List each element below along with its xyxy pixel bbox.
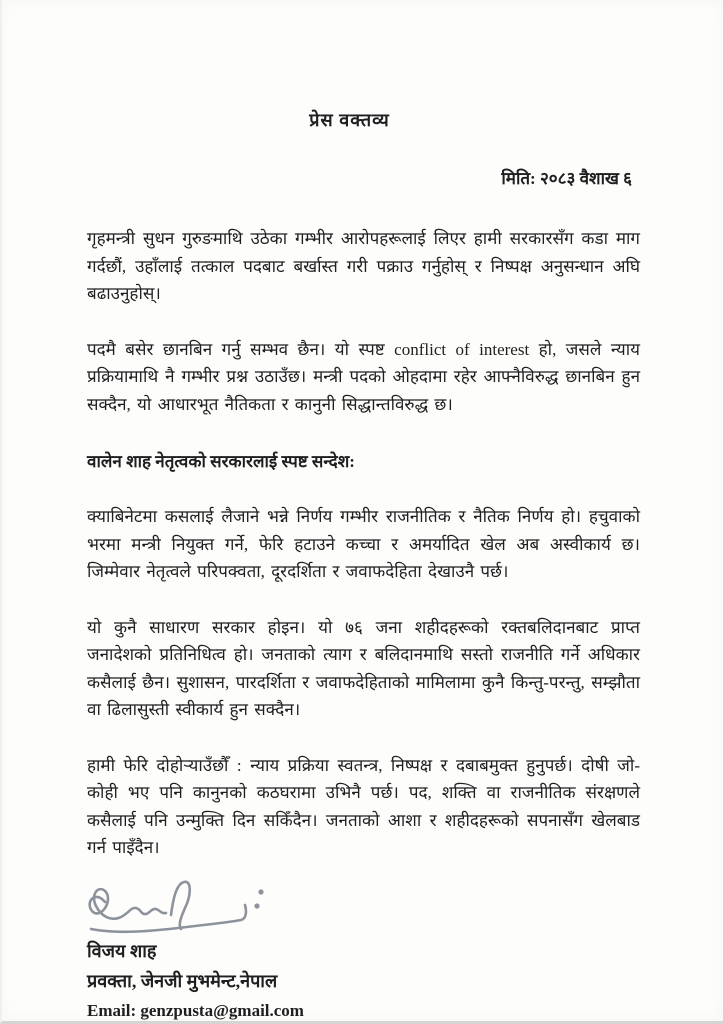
- paragraph-conflict-of-interest: पदमै बसेर छानबिन गर्नु सम्भव छैन। यो स्पष्ट conflict of interest हो, जसले न्याय प्रक्रियामाथि नै गम्भीर प्रश्न उठाउँछ। मन्त्री पदको ओहदामा रहेर आफ्नैविरुद्ध छानबिन हुन सक्दैन, यो आधारभूत नैतिकता र कानुनी सिद्धान्तविरुद्ध छ।: [87, 339, 640, 414]
- signatory-role: प्रवक्ता, जेनजी मुभमेन्ट,नेपाल: [87, 970, 278, 991]
- signatory-name: विजय शाह: [87, 940, 157, 961]
- signature-block: [87, 878, 640, 1024]
- paragraph-martyrs-mandate: यो कुनै साधारण सरकार होइन। यो ७६ जना शहीदहरूको रक्तबलिदानबाट प्राप्त जनादेशको प्रतिनिधित्व हो। जनताको त्याग र बलिदानमाथि सस्तो राजनीति गर्ने अधिकार कसैलाई छैन। सुशासन, पारदर्शिता र जवाफदेहिताको मामिलामा कुनै किन्तु-परन्तु, सम्झौता वा ढिलासुस्ती स्वीकार्य हुन सक्दैन।: [87, 617, 640, 719]
- signatory-email-line: [87, 998, 640, 1024]
- handwritten-signature-image: [83, 878, 303, 936]
- document-date: मिति: २०८३ वैशाख ६: [501, 169, 632, 188]
- paragraph-cabinet-decision: क्याबिनेटमा कसलाई लैजाने भन्ने निर्णय गम्भीर राजनीतिक र नैतिक निर्णय हो। हचुवाको भरमा मन्त्री नियुक्त गर्ने, फेरि हटाउने कच्चा र अमर्यादित खेल अब अस्वीकार्य छ। जिम्मेवार नेतृत्वले परिपक्वता, दूरदर्शिता र जवाफदेहिता देखाउनै पर्छ।: [87, 507, 640, 581]
- section-heading-message-to-government: वालेन शाह नेतृत्वको सरकारलाई स्पष्ट सन्देश:: [87, 452, 355, 471]
- email-label: Email:: [87, 1000, 137, 1020]
- paragraph-reiteration: हामी फेरि दोहोऱ्याउँछौँ : न्याय प्रक्रिया स्वतन्त्र, निष्पक्ष र दबाबमुक्त हुनुपर्छ। दोषी जो-कोही भए पनि कानुनको कठघरामा उभिनै पर्छ। पद, शक्ति वा राजनीतिक संरक्षणले कसैलाई पनि उन्मुक्ति दिन सकिँदैन। जनताको आशा र शहीदहरूको सपनासँग खेलबाड गर्न पाइँदैन।: [87, 755, 640, 857]
- document-title: प्रेस वक्तव्य: [309, 110, 390, 130]
- paragraph-demand: गृहमन्त्री सुधन गुरुङमाथि उठेका गम्भीर आरोपहरूलाई लिएर हामी सरकारसँग कडा माग गर्दछौं, उहाँलाई तत्काल पदबाट बर्खास्त गरी पक्राउ गर्नुहोस् र निष्पक्ष अनुसन्धान अघि बढाउनुहोस्।: [87, 229, 640, 303]
- email-address: genzpusta@gmail.com: [140, 1000, 304, 1020]
